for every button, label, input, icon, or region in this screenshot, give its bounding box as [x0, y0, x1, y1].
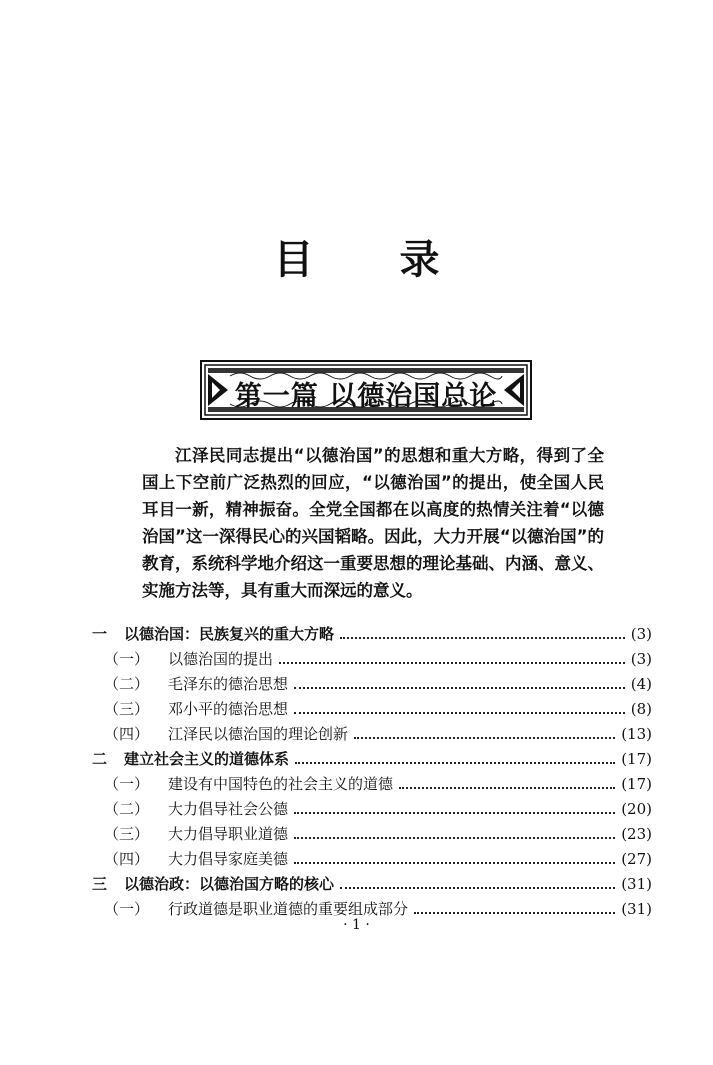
toc-entry-number: （二） — [104, 800, 150, 818]
toc-subsection-row[interactable] — [92, 846, 652, 871]
toc-entry-title: 建设有中国特色的社会主义的道德 — [168, 775, 394, 793]
toc-page-number: (27) — [621, 849, 652, 868]
toc-dot-leader — [340, 885, 615, 889]
toc-subsection-row[interactable] — [92, 646, 652, 671]
toc-entry-title: 行政道德是职业道德的重要组成部分 — [168, 900, 409, 918]
toc-entry-title: 以德治国：民族复兴的重大方略 — [124, 625, 335, 643]
toc-page-number: (31) — [621, 874, 652, 893]
toc-page-number: (3) — [630, 624, 652, 643]
toc-subsection-row[interactable] — [92, 721, 652, 746]
toc-entry-title: 以德治政：以德治国方略的核心 — [124, 875, 335, 893]
toc-entry-title: 邓小平的德治思想 — [168, 700, 289, 718]
toc-dot-leader — [294, 710, 625, 714]
toc-subsection-row[interactable] — [92, 771, 652, 796]
toc-page-number: (17) — [621, 774, 652, 793]
toc-entry-title: 江泽民以德治国的理论创新 — [168, 725, 349, 743]
toc-entry-title: 建立社会主义的道德体系 — [124, 750, 290, 768]
toc-subsection-row[interactable] — [92, 796, 652, 821]
toc-dot-leader — [294, 810, 615, 814]
toc-page-number: (4) — [630, 674, 652, 693]
toc-entry-title: 以德治国的提出 — [168, 650, 274, 668]
toc-entry-number: 一 — [92, 625, 108, 643]
toc-entry-title: 大力倡导家庭美德 — [168, 850, 289, 868]
toc-dot-leader — [279, 660, 625, 664]
toc-subsection-row[interactable] — [92, 696, 652, 721]
title-char-left: 目 — [273, 237, 314, 283]
intro-paragraph: 江泽民同志提出“以德治国”的思想和重大方略，得到了全国上下空前广泛热烈的回应，“以德治国”的提出，使全国人民耳目一新，精神振奋。全党全国都在以高度的热情关注着“以德治国”这一深得民心的兴国韬略。因此，大力开展“以德治国”的教育，系统科学地介绍这一重要思想的理论基础、内涵、意义、实施方法等，具有重大而深远的意义。 — [142, 446, 604, 600]
table-of-contents — [92, 621, 652, 921]
toc-dot-leader — [295, 760, 615, 764]
toc-subsection-row[interactable] — [92, 821, 652, 846]
toc-page-number: (20) — [621, 799, 652, 818]
toc-section-row[interactable] — [92, 871, 652, 896]
toc-dot-leader — [294, 860, 615, 864]
toc-entry-title: 毛泽东的德治思想 — [168, 675, 289, 693]
toc-page-number: (3) — [630, 649, 652, 668]
toc-entry-number: （一） — [104, 775, 150, 793]
page-number: · 1 · — [343, 917, 370, 933]
toc-dot-leader — [340, 635, 625, 639]
toc-page-number: (23) — [621, 824, 652, 843]
toc-dot-leader — [294, 835, 615, 839]
title-char-right: 录 — [399, 237, 440, 283]
toc-entry-number: （一） — [104, 900, 150, 918]
toc-dot-leader — [399, 785, 615, 789]
toc-entry-number: （一） — [104, 650, 150, 668]
toc-entry-title: 大力倡导职业道德 — [168, 825, 289, 843]
banner-title: 第一篇 以德治国总论 — [234, 381, 498, 412]
toc-section-row[interactable] — [92, 746, 652, 771]
toc-entry-title: 大力倡导社会公德 — [168, 800, 289, 818]
toc-section-row[interactable] — [92, 621, 652, 646]
toc-page-number: (31) — [621, 899, 652, 918]
toc-entry-number: （二） — [104, 675, 150, 693]
page-title — [0, 228, 713, 285]
toc-page-number: (17) — [621, 749, 652, 768]
toc-dot-leader — [294, 685, 625, 689]
toc-entry-number: （三） — [104, 700, 150, 718]
toc-dot-leader — [414, 910, 615, 914]
toc-entry-number: 二 — [92, 750, 108, 768]
toc-entry-number: （三） — [104, 825, 150, 843]
toc-entry-number: （四） — [104, 725, 150, 743]
toc-dot-leader — [354, 735, 615, 739]
toc-page-number: (13) — [621, 724, 652, 743]
toc-entry-number: （四） — [104, 850, 150, 868]
toc-subsection-row[interactable] — [92, 671, 652, 696]
part-banner — [200, 360, 532, 420]
toc-entry-number: 三 — [92, 875, 108, 893]
toc-page-number: (8) — [630, 699, 652, 718]
